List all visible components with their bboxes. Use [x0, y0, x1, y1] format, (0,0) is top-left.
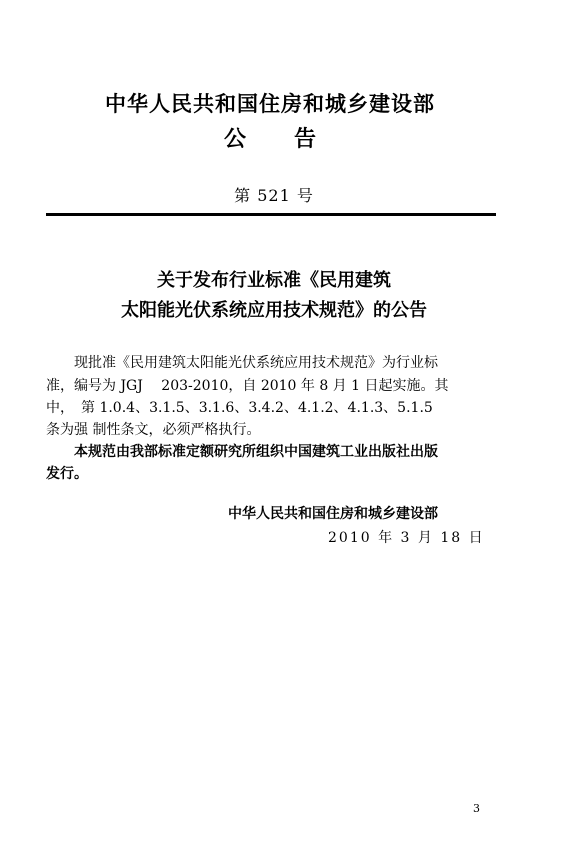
page-number: 3	[473, 802, 480, 815]
body-paragraph-1-line-4: 条为强 制性条文，必须严格执行。	[46, 422, 261, 438]
document-title-line-2: 太阳能光伏系统应用技术规范》的公告	[121, 300, 427, 321]
announcement-number: 第 521 号	[234, 186, 314, 205]
notice-heading: 公告	[223, 127, 364, 152]
issue-date: 2010 年 3 月 18 日	[328, 530, 485, 546]
body-paragraph-1-line-1: 现批准《民用建筑太阳能光伏系统应用技术规范》为行业标	[46, 355, 438, 371]
issuer-signature: 中华人民共和国住房和城乡建设部	[228, 506, 438, 522]
header-divider	[46, 213, 496, 216]
body-paragraph-1-line-3: 中， 第 1.0.4、3.1.5、3.1.6、3.4.2、4.1.2、4.1.3、5.1.5	[46, 400, 433, 416]
body-paragraph-2-line-2: 发行。	[46, 466, 88, 482]
ministry-heading: 中华人民共和国住房和城乡建设部	[105, 92, 435, 116]
body-paragraph-2-line-1: 本规范由我部标准定额研究所组织中国建筑工业出版社出版	[46, 444, 438, 460]
body-paragraph-1-line-2: 准，编号为 JGJ 203-2010，自 2010 年 8 月 1 日起实施。其	[46, 378, 449, 394]
document-title-line-1: 关于发布行业标准《民用建筑	[157, 270, 391, 291]
